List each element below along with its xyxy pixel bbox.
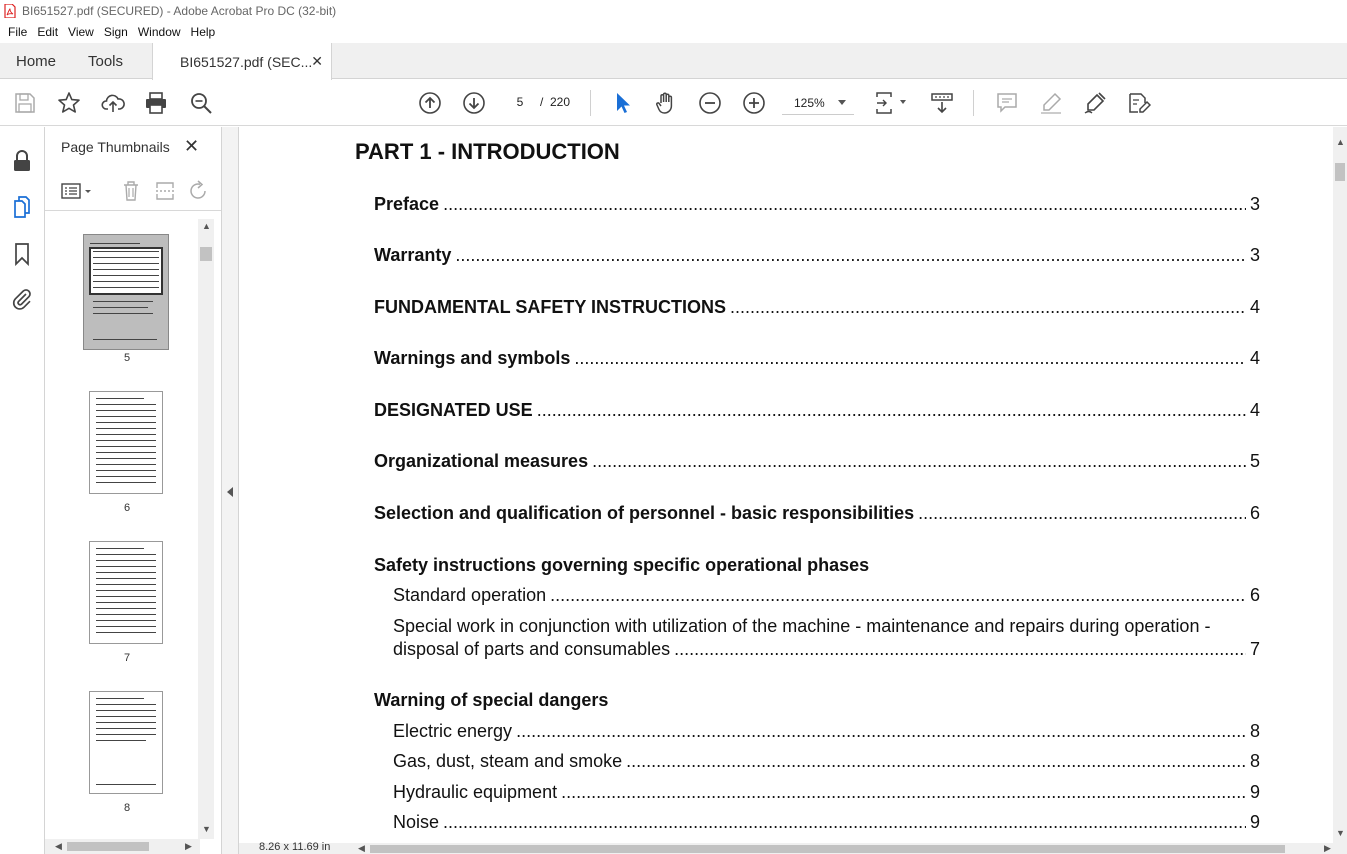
thumb-line xyxy=(96,410,156,411)
left-rail xyxy=(0,127,45,854)
toc-entry-page: 5 xyxy=(1249,451,1260,471)
toc-entry-page: 8 xyxy=(1249,721,1260,741)
acrobat-logo-icon xyxy=(4,4,16,18)
document-scrollbar[interactable] xyxy=(1333,127,1347,843)
insert-page-icon[interactable] xyxy=(154,180,176,202)
tab-document-label: BI651527.pdf (SEC... xyxy=(180,53,313,70)
page-thumbnail[interactable] xyxy=(83,234,169,350)
menu-bar xyxy=(0,22,1347,42)
delete-trash-icon[interactable] xyxy=(120,180,142,202)
thumb-line xyxy=(96,422,156,423)
toc-entry-page: 4 xyxy=(1249,400,1260,420)
save-icon[interactable] xyxy=(13,91,37,115)
page-total: 220 xyxy=(550,95,571,109)
thumb-line xyxy=(93,275,159,276)
zoom-level-dropdown[interactable] xyxy=(782,91,854,115)
scroll-up-arrow-icon[interactable]: ▲ xyxy=(202,221,211,231)
thumb-line xyxy=(96,578,156,579)
thumbnail-page-number: 6 xyxy=(123,502,131,514)
toc-subentry[interactable] xyxy=(393,812,1260,836)
toc-entry[interactable] xyxy=(374,245,1260,269)
thumb-line xyxy=(90,243,140,244)
menu-window[interactable]: Window xyxy=(137,25,181,39)
thumb-line xyxy=(96,710,156,711)
toc-subentry[interactable] xyxy=(393,782,1260,806)
close-panel-icon[interactable]: ✕ xyxy=(184,136,200,156)
toc-entry-label: Hydraulic equipment xyxy=(393,782,558,802)
toc-entry-page: 4 xyxy=(1249,348,1260,368)
thumb-line xyxy=(96,728,156,729)
thumb-line xyxy=(96,476,156,477)
toc-entry-label: DESIGNATED USE xyxy=(374,400,533,420)
toc-entry-page: 8 xyxy=(1249,751,1260,771)
thumb-line xyxy=(96,614,156,615)
toolbar-divider xyxy=(590,90,591,116)
highlight-pen-icon[interactable] xyxy=(1039,91,1063,115)
scroll-down-arrow-icon[interactable]: ▼ xyxy=(1336,828,1345,838)
page-thumbnail[interactable] xyxy=(89,691,163,794)
menu-sign[interactable]: Sign xyxy=(103,25,128,39)
toc-leader-dots xyxy=(443,812,1246,833)
bookmark-star-icon[interactable] xyxy=(57,91,81,115)
thumbnail-page-number: 8 xyxy=(123,802,131,814)
thumbnail-list xyxy=(45,219,200,839)
thumbnail-scrollbar[interactable] xyxy=(198,219,214,839)
thumb-line xyxy=(93,301,153,302)
scroll-down-arrow-icon[interactable]: ▼ xyxy=(202,824,211,834)
page-thumbnail[interactable] xyxy=(89,541,163,644)
thumb-line xyxy=(96,722,156,723)
options-menu-icon[interactable] xyxy=(60,180,96,202)
toc-leader-dots xyxy=(730,297,1246,318)
thumb-line xyxy=(93,281,159,282)
toc-entry-page: 3 xyxy=(1249,245,1260,265)
thumb-line xyxy=(96,434,156,435)
scroll-left-arrow-icon[interactable]: ◀ xyxy=(358,843,365,853)
toc-entry[interactable] xyxy=(374,348,1260,372)
toolbar xyxy=(0,80,1347,126)
scroll-thumb[interactable] xyxy=(67,842,149,851)
panel-splitter[interactable] xyxy=(221,127,239,854)
toc-entry[interactable] xyxy=(374,194,1260,218)
page-thumbnail[interactable] xyxy=(89,391,163,494)
toc-leader-dots xyxy=(455,245,1246,266)
toc-leader-dots xyxy=(550,585,1246,606)
thumb-line xyxy=(96,704,156,705)
toolbar-divider xyxy=(973,90,974,116)
toc-leader-dots xyxy=(626,751,1246,772)
toc-entry-page: 9 xyxy=(1249,782,1260,802)
page-heading: PART 1 - INTRODUCTION xyxy=(355,139,620,164)
menu-file[interactable]: File xyxy=(8,25,28,39)
zoom-in-icon[interactable] xyxy=(742,91,766,115)
select-cursor-icon[interactable] xyxy=(610,91,634,115)
menu-view[interactable]: View xyxy=(68,25,94,39)
thumb-line xyxy=(93,287,159,288)
page-thumbnails-panel xyxy=(45,127,221,854)
toc-entry-label: Gas, dust, steam and smoke xyxy=(393,751,623,771)
scroll-up-arrow-icon[interactable]: ▲ xyxy=(1336,137,1345,147)
toc-leader-dots xyxy=(516,721,1246,742)
thumb-line xyxy=(96,464,156,465)
bookmark-icon[interactable] xyxy=(10,242,34,266)
thumb-line xyxy=(93,339,157,340)
toc-leader-dots xyxy=(561,782,1246,803)
scroll-left-arrow-icon[interactable]: ◀ xyxy=(55,841,62,851)
toc-leader-dots xyxy=(592,451,1246,472)
toc-subentry[interactable] xyxy=(393,721,1260,745)
page-size-label: 8.26 x 11.69 in xyxy=(259,841,331,853)
toc-entry-label: disposal of parts and consumables xyxy=(393,639,671,659)
thumb-line xyxy=(96,566,156,567)
scroll-thumb[interactable] xyxy=(1335,163,1345,181)
toc-subentry[interactable] xyxy=(393,639,1260,663)
attachment-paperclip-icon[interactable] xyxy=(10,287,34,311)
thumb-line xyxy=(96,554,156,555)
thumb-line xyxy=(96,626,156,627)
close-tab-icon[interactable]: ✕ xyxy=(311,53,323,69)
thumbnail-horizontal-scrollbar[interactable] xyxy=(45,839,200,854)
thumb-line xyxy=(96,458,156,459)
search-zoom-icon[interactable] xyxy=(189,91,213,115)
page-thumbnails-icon[interactable] xyxy=(10,195,34,219)
panel-title: Page Thumbnails xyxy=(61,139,170,155)
toc-entry-page: 6 xyxy=(1249,503,1260,523)
thumb-line xyxy=(93,269,159,270)
page-separator: / xyxy=(540,95,544,109)
upload-cloud-icon[interactable] xyxy=(101,91,125,115)
chevron-down-icon xyxy=(838,100,846,105)
sign-pen-icon[interactable] xyxy=(1083,91,1107,115)
toc-entry-label: Warnings and symbols xyxy=(374,348,571,368)
thumb-line xyxy=(96,416,156,417)
thumbnail-page-number: 7 xyxy=(123,652,131,664)
toc-entry-page: 7 xyxy=(1249,639,1260,659)
toc-section-heading[interactable]: Safety instructions governing specific operational phases xyxy=(374,555,870,575)
thumb-line xyxy=(96,602,156,603)
toc-entry-page: 6 xyxy=(1249,585,1260,605)
thumb-line xyxy=(96,740,146,741)
thumb-line xyxy=(96,404,156,405)
hand-tool-icon[interactable] xyxy=(654,91,678,115)
thumb-line xyxy=(96,446,156,447)
thumb-line xyxy=(96,716,156,717)
toc-subentry[interactable] xyxy=(393,751,1260,775)
thumb-line xyxy=(96,482,156,483)
scroll-thumb[interactable] xyxy=(200,247,212,261)
comment-icon[interactable] xyxy=(995,91,1019,115)
page-number-input[interactable] xyxy=(505,91,535,113)
thumb-line xyxy=(93,263,159,264)
thumb-line xyxy=(96,734,156,735)
toc-entry-label: Selection and qualification of personnel - basic responsibilities xyxy=(374,503,915,523)
scroll-right-arrow-icon[interactable]: ▶ xyxy=(185,841,192,851)
next-page-icon[interactable] xyxy=(462,91,486,115)
toc-entry-label: FUNDAMENTAL SAFETY INSTRUCTIONS xyxy=(374,297,727,317)
page-fit-icon[interactable] xyxy=(874,91,910,115)
toc-entry-label: Noise xyxy=(393,812,440,832)
thumb-line xyxy=(93,251,159,252)
document-view[interactable] xyxy=(239,127,1333,843)
scroll-right-arrow-icon[interactable]: ▶ xyxy=(1324,843,1331,853)
scroll-mode-icon[interactable] xyxy=(930,91,954,115)
thumb-line xyxy=(96,698,144,699)
thumb-line xyxy=(96,428,156,429)
rotate-page-icon[interactable] xyxy=(187,180,209,202)
thumb-line xyxy=(96,584,156,585)
toc-entry-label: Electric energy xyxy=(393,721,513,741)
tab-document[interactable] xyxy=(152,43,332,80)
toc-entry-label: Standard operation xyxy=(393,585,547,605)
thumb-line xyxy=(96,560,156,561)
title-bar xyxy=(0,0,1347,22)
window-title: BI651527.pdf (SECURED) - Adobe Acrobat Pro DC (32-bit) xyxy=(22,4,337,18)
toc-subentry[interactable] xyxy=(393,585,1260,609)
toc-leader-dots xyxy=(443,194,1246,215)
toc-leader-dots xyxy=(537,400,1246,421)
zoom-out-icon[interactable] xyxy=(698,91,722,115)
thumb-line xyxy=(96,398,144,399)
toc-entry[interactable] xyxy=(374,297,1260,321)
toc-entry-page: 9 xyxy=(1249,812,1260,832)
thumb-line xyxy=(96,452,156,453)
thumb-line xyxy=(96,596,156,597)
document-status-bar xyxy=(239,843,1347,854)
toc-entry-label: Organizational measures xyxy=(374,451,589,471)
thumb-line xyxy=(96,548,144,549)
fill-sign-icon[interactable] xyxy=(1127,91,1151,115)
toc-leader-dots xyxy=(574,348,1246,369)
toc-leader-dots xyxy=(918,503,1246,524)
menu-edit[interactable]: Edit xyxy=(37,25,59,39)
tab-tools[interactable]: Tools xyxy=(88,52,124,70)
lock-icon[interactable] xyxy=(10,149,34,173)
zoom-level-value: 125% xyxy=(794,96,825,110)
toc-entry-label: Preface xyxy=(374,194,440,214)
toc-entry-page: 4 xyxy=(1249,297,1260,317)
thumbnail-toolbar xyxy=(45,171,221,211)
thumb-line xyxy=(96,470,156,471)
thumb-line xyxy=(96,632,156,633)
thumb-line xyxy=(93,257,159,258)
thumb-line xyxy=(96,572,156,573)
toc-entry-label: Warranty xyxy=(374,245,452,265)
toc-section-heading[interactable]: Warning of special dangers xyxy=(374,690,609,710)
thumb-line xyxy=(93,307,148,308)
thumb-line xyxy=(96,608,156,609)
previous-page-icon[interactable] xyxy=(418,91,442,115)
horizontal-scroll-thumb[interactable] xyxy=(370,845,1285,853)
toc-entry[interactable] xyxy=(374,503,1260,527)
toc-subentry-line[interactable]: Special work in conjunction with utilization of the machine - maintenance and repairs during operation - xyxy=(393,616,1211,636)
collapse-panel-arrow-icon[interactable] xyxy=(227,487,233,497)
thumbnail-page-number: 5 xyxy=(123,352,131,364)
thumb-line xyxy=(93,313,153,314)
menu-help[interactable]: Help xyxy=(190,25,216,39)
thumb-line xyxy=(96,440,156,441)
print-icon[interactable] xyxy=(144,91,168,115)
thumb-line xyxy=(96,590,156,591)
toc-entry[interactable] xyxy=(374,400,1260,424)
tab-home[interactable]: Home xyxy=(16,52,57,70)
toc-leader-dots xyxy=(674,639,1246,660)
thumb-line xyxy=(96,784,156,785)
tab-bar xyxy=(0,43,1347,79)
thumb-line xyxy=(96,620,156,621)
toc-entry-page: 3 xyxy=(1249,194,1260,214)
toc-entry[interactable] xyxy=(374,451,1260,475)
